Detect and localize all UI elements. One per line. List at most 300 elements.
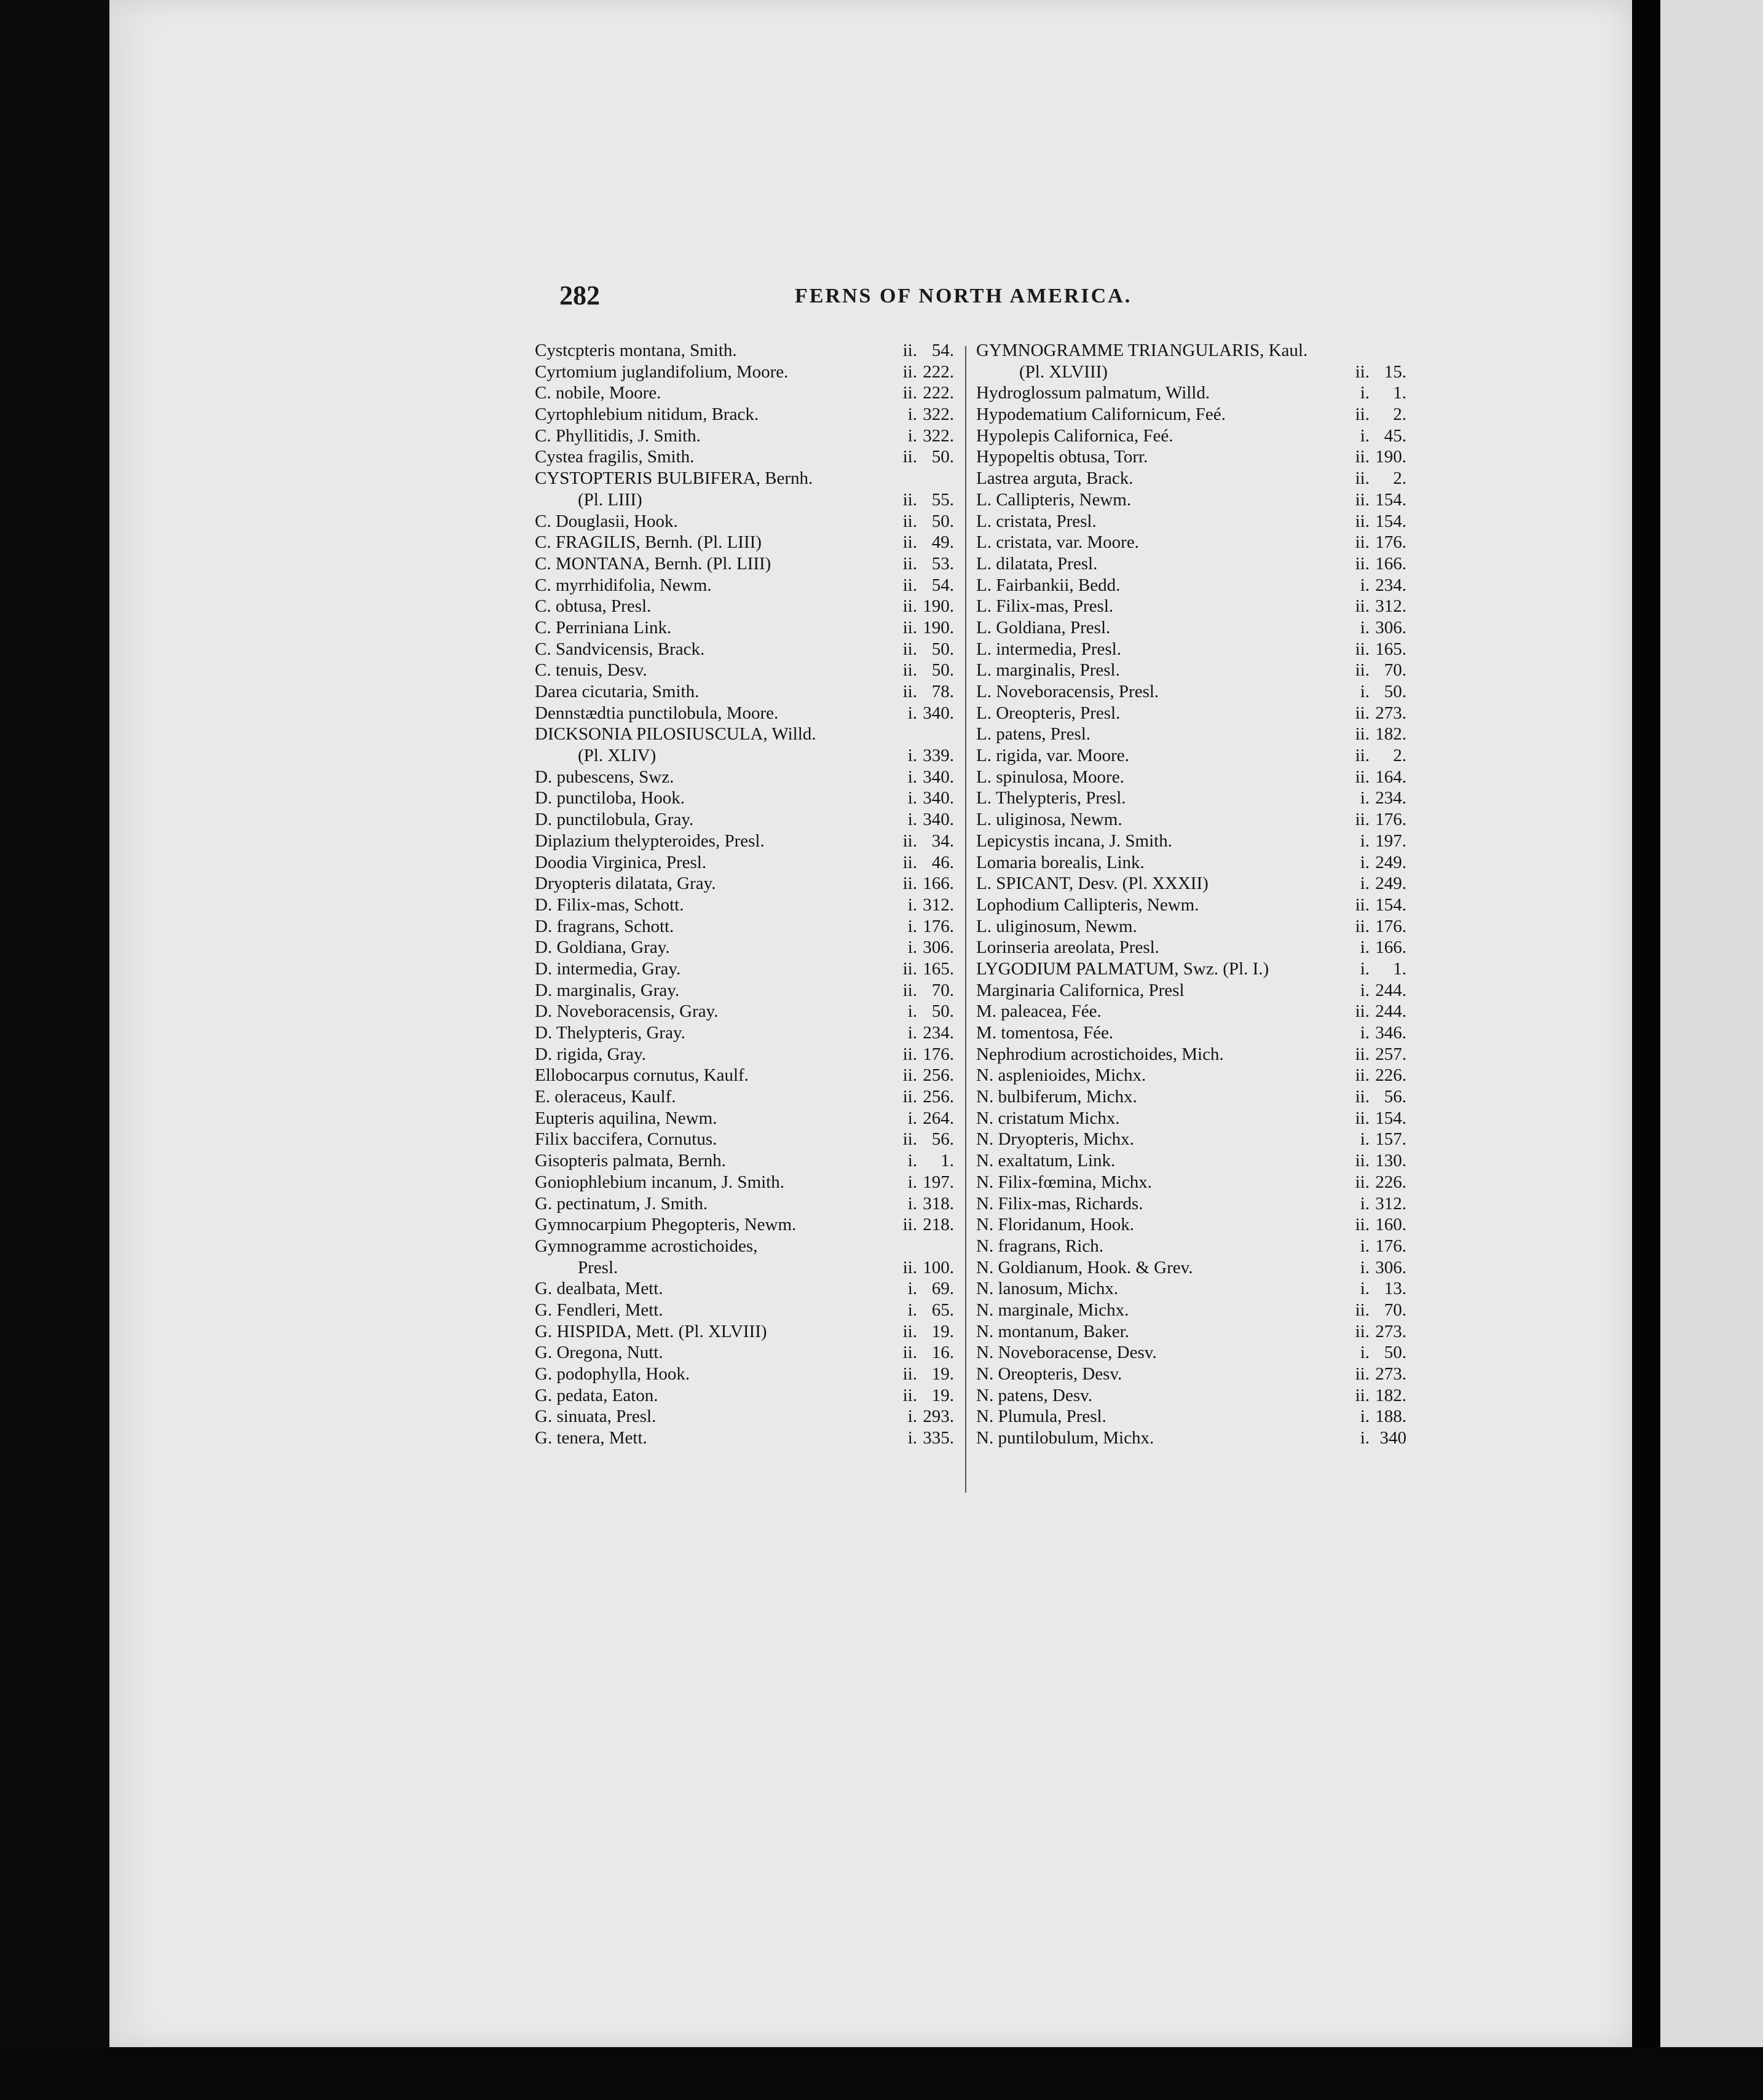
entry-volume: i. [907,425,917,446]
entry-name: (Pl. LIII) [578,489,642,510]
entry-name: Goniophlebium incanum, J. Smith. [535,1172,784,1192]
entry-page: 190. [923,596,954,617]
index-entry [535,1385,954,1407]
index-entry [976,809,1406,831]
index-entry [976,724,1406,745]
entry-volume: ii. [902,1215,917,1235]
entry-name: D. marginalis, Gray. [535,980,680,1000]
entry-name: L. SPICANT, Desv. (Pl. XXXII) [976,874,1209,894]
entry-name: Cyrtophlebium nitidum, Brack. [535,405,759,425]
index-entry [535,1236,954,1257]
entry-page: 264. [923,1108,954,1128]
entry-volume: ii. [1355,361,1370,382]
entry-volume: i. [1360,1279,1370,1299]
entry-name: DICKSONIA PILOSIUSCULA, Willd. [535,724,816,744]
index-entry [535,745,954,767]
entry-name: Marginaria Californica, Presl [976,980,1185,1000]
entry-page: 197. [1375,831,1406,851]
entry-page: 182. [1375,724,1406,744]
entry-name: N. marginale, Michx. [976,1300,1129,1320]
entry-volume: i. [1360,1407,1370,1427]
entry-page: 244. [1375,980,1406,1000]
entry-page: 222. [923,383,954,403]
index-entry [976,788,1406,809]
entry-name: Darea cicutaria, Smith. [535,682,700,701]
entry-page: 69. [931,1279,954,1299]
index-entry [976,852,1406,874]
entry-volume: i. [907,1428,917,1448]
entry-name: N. Oreopteris, Desv. [976,1364,1122,1384]
entry-name: L. uliginosa, Newm. [976,810,1122,830]
entry-volume: ii. [1355,1001,1370,1022]
index-entry [535,894,954,916]
entry-name: N. asplenioides, Michx. [976,1065,1146,1086]
entry-name: N. lanosum, Michx. [976,1279,1119,1299]
entry-name: Cystea fragilis, Smith. [535,447,695,467]
entry-page: 100. [923,1257,954,1277]
entry-page: 15. [1384,361,1406,382]
entry-page: 2. [1393,405,1406,425]
entry-volume: i. [1360,383,1370,403]
index-entry [976,958,1406,980]
entry-page: 249. [1375,874,1406,894]
entry-volume: ii. [1355,511,1370,531]
index-entry [535,937,954,958]
entry-name: N. Filix-fœmina, Michx. [976,1172,1152,1192]
entry-volume: ii. [902,447,917,467]
entry-page: 190. [1375,447,1406,467]
entry-volume: ii. [1355,1364,1370,1384]
scan-bottom-border [0,2047,1763,2100]
entry-page: 1. [1393,383,1406,403]
entry-page: 218. [923,1215,954,1235]
entry-page: 50. [931,447,954,467]
index-entry [976,1342,1406,1364]
entry-page: 70. [1384,1300,1406,1320]
entry-name: C. tenuis, Desv. [535,660,647,681]
index-entry [535,425,954,447]
entry-name: L. patens, Presl. [976,724,1091,744]
entry-page: 306. [923,938,954,958]
entry-name: L. Callipteris, Newm. [976,489,1132,510]
index-entry [976,1172,1406,1193]
index-entry [535,575,954,596]
entry-name: D. Thelypteris, Gray. [535,1023,685,1043]
entry-name: C. Sandvicensis, Brack. [535,639,705,659]
entry-volume: ii. [1355,1044,1370,1064]
entry-volume: ii. [1355,767,1370,787]
entry-page: 1. [941,1151,954,1171]
entry-name: Lomaria borealis, Link. [976,852,1145,872]
index-entry [535,660,954,681]
entry-name: N. Plumula, Presl. [976,1407,1106,1427]
entry-name: G. tenera, Mett. [535,1428,647,1448]
entry-name: C. myrrhidifolia, Newm. [535,575,712,595]
index-entry [535,724,954,745]
scan-left-border [0,0,109,2100]
entry-page: 293. [923,1407,954,1427]
entry-page: 154. [1375,511,1406,531]
index-entry [535,1044,954,1065]
index-entry [976,1129,1406,1150]
entry-page: 234. [923,1023,954,1043]
entry-volume: i. [907,1023,917,1043]
index-entry [535,916,954,938]
entry-name: C. Phyllitidis, J. Smith. [535,425,701,446]
entry-name: G. pectinatum, J. Smith. [535,1193,708,1214]
entry-name: (Pl. XLVIII) [1019,361,1108,382]
entry-volume: i. [907,938,917,958]
entry-name: N. cristatum Michx. [976,1108,1120,1128]
entry-name: L. spinulosa, Moore. [976,767,1124,787]
entry-name: N. montanum, Baker. [976,1321,1129,1341]
entry-page: 50. [1384,1343,1406,1363]
entry-name: N. fragrans, Rich. [976,1236,1103,1256]
entry-name: D. rigida, Gray. [535,1044,646,1064]
index-entry [976,1321,1406,1343]
index-entry [976,1406,1406,1427]
entry-volume: ii. [902,1129,917,1150]
entry-name: L. Goldiana, Presl. [976,617,1111,638]
entry-volume: ii. [1355,1300,1370,1320]
entry-name: C. Douglasii, Hook. [535,511,678,531]
entry-volume: i. [1360,831,1370,851]
index-entry [535,553,954,575]
entry-name: Lophodium Callipteris, Newm. [976,894,1199,915]
index-entry [976,1385,1406,1407]
entry-name: Lepicystis incana, J. Smith. [976,831,1172,851]
entry-name: N. Dryopteris, Michx. [976,1129,1134,1150]
entry-volume: ii. [902,596,917,617]
entry-page: 312. [1375,596,1406,617]
index-entry [976,745,1406,767]
index-entry [535,532,954,553]
index-entry [535,681,954,703]
entry-name: L. Thelypteris, Presl. [976,788,1126,808]
running-title: FERNS OF NORTH AMERICA. [795,285,1132,307]
index-entry [535,980,954,1001]
index-entry [976,1065,1406,1086]
entry-page: 154. [1375,894,1406,915]
entry-volume: ii. [1355,1215,1370,1235]
entry-page: 176. [1375,916,1406,936]
index-entry [976,831,1406,852]
entry-page: 54. [931,575,954,595]
entry-volume: i. [907,1407,917,1427]
entry-volume: ii. [902,1257,917,1277]
index-entry [976,361,1406,383]
index-entry [535,340,954,361]
entry-page: 176. [923,916,954,936]
entry-volume: ii. [902,361,917,382]
entry-volume: i. [907,767,917,787]
entry-page: 273. [1375,703,1406,723]
entry-volume: ii. [902,874,917,894]
index-entry [976,532,1406,553]
entry-volume: ii. [902,1044,917,1064]
entry-page: 50. [931,660,954,681]
entry-page: 273. [1375,1321,1406,1341]
entry-volume: ii. [902,511,917,531]
entry-volume: i. [1360,682,1370,701]
entry-volume: i. [1360,1343,1370,1363]
entry-volume: ii. [1355,894,1370,915]
entry-volume: ii. [1355,660,1370,681]
index-entry [976,489,1406,511]
index-entry [976,511,1406,532]
index-entry [535,404,954,425]
entry-name: L. uliginosum, Newm. [976,916,1137,936]
entry-volume: i. [907,1108,917,1128]
index-entry [535,873,954,894]
entry-name: (Pl. XLIV) [578,746,657,766]
entry-volume: ii. [902,489,917,510]
index-entry [535,511,954,532]
entry-volume: i. [1360,958,1370,979]
entry-page: 340 [1379,1428,1406,1448]
entry-page: 46. [931,852,954,872]
index-entry [976,425,1406,447]
index-entry [976,446,1406,468]
index-entry [976,916,1406,938]
entry-volume: ii. [902,1385,917,1405]
index-entry [976,1257,1406,1279]
index-entry [976,340,1406,361]
index-entry [535,1406,954,1427]
entry-page: 165. [923,958,954,979]
index-entry [976,1427,1406,1449]
index-entry [535,1108,954,1129]
entry-page: 306. [1375,1257,1406,1277]
entry-page: 13. [1384,1279,1406,1299]
entry-name: C. MONTANA, Bernh. (Pl. LIII) [535,553,771,574]
index-entry [535,788,954,809]
entry-page: 222. [923,361,954,382]
index-entry [535,446,954,468]
entry-volume: ii. [1355,746,1370,766]
index-entry [976,1300,1406,1321]
entry-volume: ii. [1355,810,1370,830]
entry-page: 340. [923,788,954,808]
entry-name: C. nobile, Moore. [535,383,661,403]
entry-name: LYGODIUM PALMATUM, Swz. (Pl. I.) [976,958,1269,979]
index-entry [535,1150,954,1172]
index-entry [976,639,1406,660]
index-entry [535,1364,954,1385]
entry-name: Cystcpteris montana, Smith. [535,341,737,360]
entry-page: 166. [1375,553,1406,574]
index-entry [976,1278,1406,1300]
entry-page: 256. [923,1087,954,1107]
index-entry [976,1086,1406,1108]
index-entry [976,553,1406,575]
index-entry [535,1342,954,1364]
entry-volume: i. [1360,980,1370,1000]
index-entry [535,382,954,404]
index-entry [535,596,954,617]
entry-name: G. dealbata, Mett. [535,1279,663,1299]
entry-page: 2. [1393,468,1406,489]
entry-page: 312. [923,894,954,915]
entry-name: D. intermedia, Gray. [535,958,681,979]
entry-page: 244. [1375,1001,1406,1022]
entry-name: L. Fairbankii, Bedd. [976,575,1121,595]
entry-page: 50. [931,639,954,659]
entry-volume: ii. [902,1343,917,1363]
entry-page: 165. [1375,639,1406,659]
index-entry [535,1427,954,1449]
index-entry [535,1172,954,1193]
entry-name: L. Oreopteris, Presl. [976,703,1121,723]
index-entry [535,703,954,724]
entry-volume: i. [907,788,917,808]
entry-name: C. Perriniana Link. [535,617,672,638]
index-entry [535,852,954,874]
entry-name: D. fragrans, Schott. [535,916,674,936]
entry-name: N. puntilobulum, Michx. [976,1428,1154,1448]
entry-name: Lastrea arguta, Brack. [976,468,1134,489]
entry-volume: ii. [1355,916,1370,936]
entry-name: C. FRAGILIS, Bernh. (Pl. LIII) [535,532,762,553]
entry-volume: ii. [1355,532,1370,553]
index-column-right [976,340,1406,1449]
entry-name: L. cristata, var. Moore. [976,532,1139,553]
index-entry [535,1022,954,1044]
entry-name: G. sinuata, Presl. [535,1407,657,1427]
entry-name: N. Floridanum, Hook. [976,1215,1134,1235]
entry-volume: i. [907,703,917,723]
entry-volume: ii. [1355,1087,1370,1107]
entry-page: 45. [1384,425,1406,446]
entry-volume: i. [1360,1193,1370,1214]
entry-page: 176. [1375,1236,1406,1256]
entry-name: Diplazium thelypteroides, Presl. [535,831,765,851]
entry-volume: ii. [1355,1321,1370,1341]
index-entry [976,404,1406,425]
entry-volume: i. [907,916,917,936]
entry-page: 166. [923,874,954,894]
entry-name: D. Goldiana, Gray. [535,938,670,958]
entry-page: 182. [1375,1385,1406,1405]
entry-page: 226. [1375,1172,1406,1192]
entry-name: Eupteris aquilina, Newm. [535,1108,717,1128]
index-entry [535,1001,954,1022]
entry-page: 157. [1375,1129,1406,1150]
entry-page: 257. [1375,1044,1406,1064]
index-entry [976,617,1406,639]
index-entry [976,575,1406,596]
entry-name: Hydroglossum palmatum, Willd. [976,383,1210,403]
index-entry [535,639,954,660]
index-entry [976,1214,1406,1236]
entry-name: G. pedata, Eaton. [535,1385,658,1405]
entry-name: D. punctiloba, Hook. [535,788,685,808]
entry-page: 154. [1375,1108,1406,1128]
entry-page: 19. [931,1385,954,1405]
entry-name: D. Noveboracensis, Gray. [535,1001,719,1022]
entry-page: 78. [931,682,954,701]
entry-volume: i. [1360,575,1370,595]
entry-volume: ii. [1355,1172,1370,1192]
index-entry [535,958,954,980]
entry-name: N. patens, Desv. [976,1385,1092,1405]
entry-volume: i. [907,1193,917,1214]
entry-volume: ii. [1355,468,1370,489]
index-entry [976,1044,1406,1065]
index-entry [535,809,954,831]
entry-page: 306. [1375,617,1406,638]
entry-volume: i. [907,1172,917,1192]
entry-volume: i. [1360,1129,1370,1150]
entry-name: M. tomentosa, Fée. [976,1023,1114,1043]
entry-volume: i. [907,1001,917,1022]
entry-volume: ii. [1355,1108,1370,1128]
entry-name: L. Filix-mas, Presl. [976,596,1114,617]
entry-page: 2. [1393,746,1406,766]
entry-page: 160. [1375,1215,1406,1235]
entry-volume: ii. [902,980,917,1000]
entry-page: 340. [923,810,954,830]
entry-page: 197. [923,1172,954,1192]
entry-volume: i. [1360,938,1370,958]
entry-name: N. bulbiferum, Michx. [976,1087,1137,1107]
index-entry [535,1257,954,1279]
entry-volume: i. [907,1279,917,1299]
entry-page: 19. [931,1364,954,1384]
entry-page: 55. [931,489,954,510]
index-entry [976,1108,1406,1129]
index-entry [535,767,954,788]
entry-name: Nephrodium acrostichoides, Mich. [976,1044,1224,1064]
entry-name: D. Filix-mas, Schott. [535,894,684,915]
entry-volume: ii. [1355,1385,1370,1405]
entry-name: L. cristata, Presl. [976,511,1097,531]
index-entry [535,617,954,639]
index-entry [976,1001,1406,1022]
entry-volume: ii. [902,831,917,851]
entry-page: 50. [1384,682,1406,701]
index-entry [976,1150,1406,1172]
entry-volume: ii. [902,1065,917,1086]
index-entry [535,831,954,852]
entry-page: 176. [1375,532,1406,553]
index-entry [535,1065,954,1086]
entry-page: 318. [923,1193,954,1214]
entry-volume: ii. [902,553,917,574]
entry-page: 322. [923,425,954,446]
entry-name: N. exaltatum, Link. [976,1151,1116,1171]
entry-name: Hypopeltis obtusa, Torr. [976,447,1148,467]
index-entry [535,1193,954,1215]
entry-volume: i. [1360,788,1370,808]
entry-volume: ii. [902,1087,917,1107]
entry-page: 226. [1375,1065,1406,1086]
index-entry [976,703,1406,724]
index-entry [976,1193,1406,1215]
entry-volume: i. [1360,1428,1370,1448]
index-entry [976,596,1406,617]
entry-volume: ii. [1355,553,1370,574]
entry-volume: i. [1360,1257,1370,1277]
entry-name: L. rigida, var. Moore. [976,746,1129,766]
entry-volume: ii. [1355,703,1370,723]
entry-volume: ii. [902,852,917,872]
entry-page: 190. [923,617,954,638]
entry-page: 16. [931,1343,954,1363]
entry-volume: ii. [1355,489,1370,510]
index-entry [535,1300,954,1321]
entry-volume: ii. [902,617,917,638]
